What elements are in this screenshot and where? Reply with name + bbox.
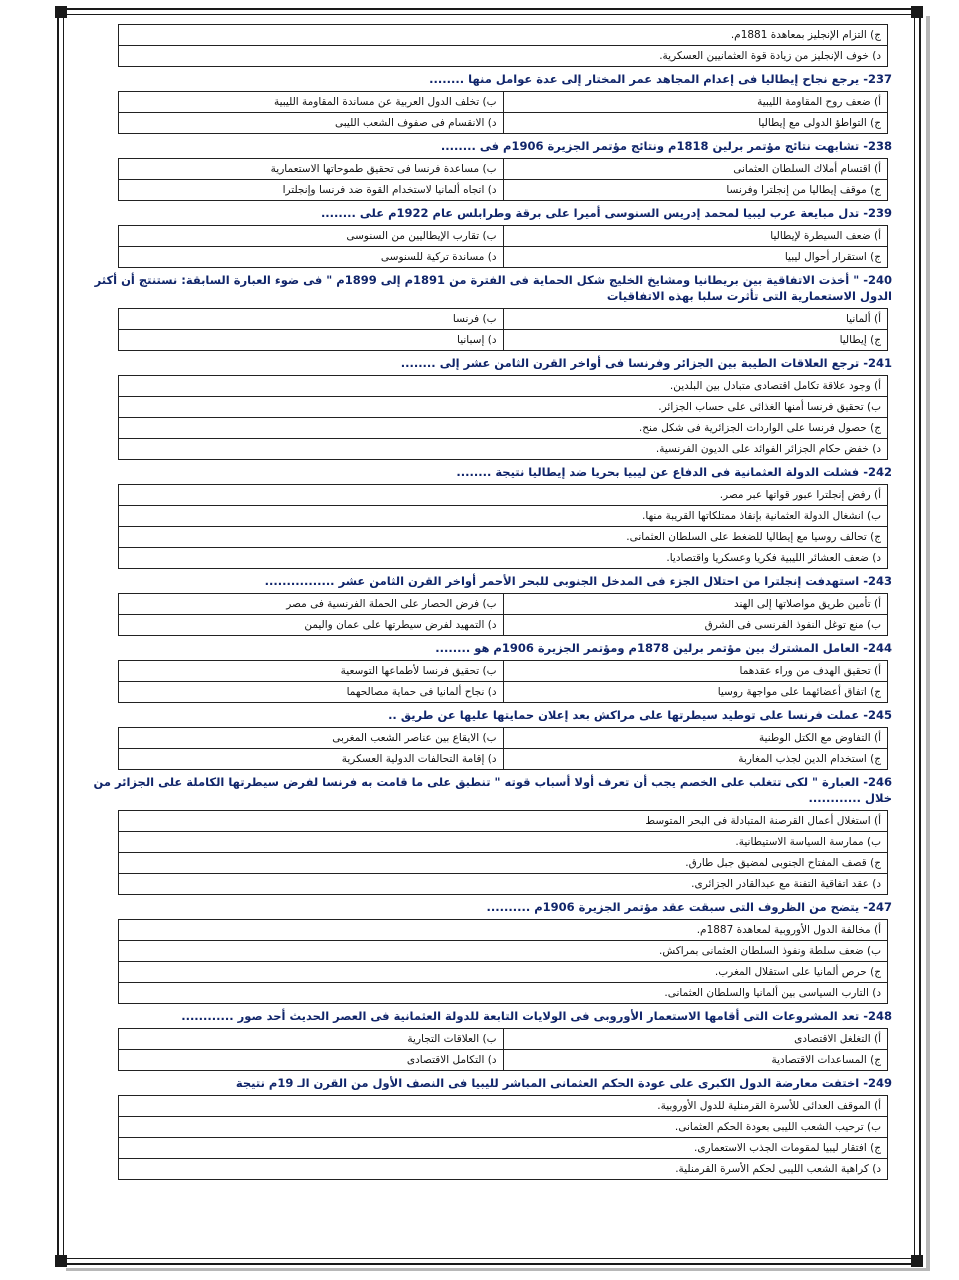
answer-blank: ........ bbox=[400, 356, 436, 370]
option-cell: د) اتجاه ألمانيا لاستخدام القوة ضد فرنسا وإنجلترا bbox=[119, 180, 504, 201]
option-row bbox=[119, 506, 888, 527]
option-cell: ج) التواطؤ الدولى مع إيطاليا bbox=[503, 113, 888, 134]
options-table bbox=[118, 375, 888, 460]
option-cell: ج) إيطاليا bbox=[503, 330, 888, 351]
question-stem: 238- تشابهت نتائج مؤتمر برلين 1818م ونتائج مؤتمر الجزيرة 1906م فى bbox=[479, 139, 892, 153]
option-row bbox=[119, 113, 888, 134]
option-cell: أ) وجود علاقة تكامل اقتصادى متبادل بين البلدين. bbox=[119, 376, 888, 397]
question-block bbox=[72, 1075, 898, 1180]
option-cell: د) إقامة التحالفات الدولية العسكرية bbox=[119, 749, 504, 770]
option-row bbox=[119, 615, 888, 636]
option-cell: ب) انشغال الدولة العثمانية بإنقاذ ممتلكاتها القريبة منها. bbox=[119, 506, 888, 527]
option-cell: أ) اقتسام أملاك السلطان العثمانى bbox=[503, 159, 888, 180]
options-table bbox=[118, 919, 888, 1004]
question-stem: 243- استهدفت إنجلترا من احتلال الجزء فى المدخل الجنوبى للبحر الأحمر أواخر القرن الثامن عشر bbox=[338, 574, 892, 588]
option-cell: ج) التزام الإنجليز بمعاهدة 1881م. bbox=[119, 25, 888, 46]
options-table bbox=[118, 810, 888, 895]
question-stem: 240- " أخذت الاتفاقية بين بريطانيا ومشايخ الخليج شكل الحماية فى الفترة من 1891م إلى 1899م " فى ضوء العبارة السابقة: نستنتج أن أكثر الدول الاستعمارية التى تأثرت سلبا بهذه الاتفاقيات bbox=[94, 273, 892, 303]
option-cell: أ) ضعف روح المقاومة الليبية bbox=[503, 92, 888, 113]
question-block bbox=[72, 355, 898, 460]
continuation-options-table bbox=[118, 24, 888, 67]
option-cell: ج) اتفاق أعضائهما على مواجهة روسيا bbox=[503, 682, 888, 703]
option-row bbox=[119, 548, 888, 569]
option-cell: د) التكامل الاقتصادى bbox=[119, 1050, 504, 1071]
question-block bbox=[72, 272, 898, 351]
option-row bbox=[119, 594, 888, 615]
option-row bbox=[119, 1029, 888, 1050]
options-table bbox=[118, 158, 888, 201]
options-table bbox=[118, 225, 888, 268]
answer-blank: ........ bbox=[435, 641, 471, 655]
answer-blank: ............ bbox=[808, 791, 861, 805]
option-cell: د) عقد اتفاقية التفنة مع عبدالقادر الجزائرى. bbox=[119, 874, 888, 895]
question-text bbox=[74, 1008, 892, 1024]
option-cell: ب) ضعف سلطة ونفوذ السلطان العثمانى بمراكش. bbox=[119, 941, 888, 962]
option-row bbox=[119, 418, 888, 439]
question-stem: 245- عملت فرنسا على توطيد سيطرتها على مراكش بعد إعلان حمايتها عليها عن طريق bbox=[400, 708, 892, 722]
option-row bbox=[119, 920, 888, 941]
option-cell: أ) رفض إنجلترا عبور قواتها عبر مصر. bbox=[119, 485, 888, 506]
option-row bbox=[119, 983, 888, 1004]
answer-blank: ........ bbox=[440, 139, 476, 153]
option-cell: ب) ترحيب الشعب الليبى بعودة الحكم العثمانى. bbox=[119, 1117, 888, 1138]
option-cell: د) التمهيد لفرض سيطرتها على عمان واليمن bbox=[119, 615, 504, 636]
option-row bbox=[119, 749, 888, 770]
question-text bbox=[74, 355, 892, 371]
option-row bbox=[119, 309, 888, 330]
question-stem: 239- تدل مبايعة عرب ليبيا لمحمد إدريس السنوسى أميرا على برقة وطرابلس عام 1922م على bbox=[359, 206, 892, 220]
question-text bbox=[74, 272, 892, 304]
question-block bbox=[72, 573, 898, 636]
option-cell: د) خوف الإنجليز من زيادة قوة العثمانيين العسكرية. bbox=[119, 46, 888, 67]
option-cell: ج) استخدام الدين لجذب المغاربة bbox=[503, 749, 888, 770]
option-cell: د) التارب السياسى بين ألمانيا والسلطان العثمانى. bbox=[119, 983, 888, 1004]
exam-content bbox=[72, 24, 898, 1180]
option-row bbox=[119, 330, 888, 351]
question-list bbox=[72, 71, 898, 1180]
question-text bbox=[74, 640, 892, 656]
question-block bbox=[72, 899, 898, 1004]
question-block bbox=[72, 205, 898, 268]
option-cell: ب) تحقيق فرنسا أمنها الغذائى على حساب الجزائر. bbox=[119, 397, 888, 418]
option-cell: د) مساندة تركية للسنوسى bbox=[119, 247, 504, 268]
option-row bbox=[119, 159, 888, 180]
option-row bbox=[119, 728, 888, 749]
question-block bbox=[72, 774, 898, 895]
question-text bbox=[74, 464, 892, 480]
question-text bbox=[74, 71, 892, 87]
option-row bbox=[119, 682, 888, 703]
option-cell: ج) تحالف روسيا مع إيطاليا للضغط على السلطان العثمانى. bbox=[119, 527, 888, 548]
option-cell: أ) تأمين طريق مواصلاتها إلى الهند bbox=[503, 594, 888, 615]
answer-blank: .. bbox=[388, 708, 397, 722]
options-table bbox=[118, 660, 888, 703]
option-row bbox=[119, 25, 888, 46]
option-cell: ب) منع توغل النفوذ الفرنسى فى الشرق bbox=[503, 615, 888, 636]
answer-blank: .......... bbox=[486, 900, 531, 914]
question-text bbox=[74, 899, 892, 915]
option-row bbox=[119, 1050, 888, 1071]
question-text bbox=[74, 707, 892, 723]
option-cell: د) خفض حكام الجزائر الفوائد على الديون الفرنسية. bbox=[119, 439, 888, 460]
question-text bbox=[74, 138, 892, 154]
options-table bbox=[118, 484, 888, 569]
question-text bbox=[74, 205, 892, 221]
frame-shadow-bottom bbox=[66, 1268, 930, 1271]
option-row bbox=[119, 962, 888, 983]
option-cell: ب) العلاقات التجارية bbox=[119, 1029, 504, 1050]
option-cell: ب) تقارب الإيطاليين من السنوسى bbox=[119, 226, 504, 247]
option-cell: أ) الموقف العدائى للأسرة القرمنلية للدول الأوروبية. bbox=[119, 1096, 888, 1117]
option-row bbox=[119, 46, 888, 67]
options-table bbox=[118, 308, 888, 351]
option-cell: ج) موقف إيطاليا من إنجلترا وفرنسا bbox=[503, 180, 888, 201]
border-corner-top-right bbox=[911, 6, 923, 18]
border-corner-bottom-left bbox=[55, 1255, 67, 1267]
option-cell: ب) فرنسا bbox=[119, 309, 504, 330]
question-stem: 246- العبارة " لكى تتغلب على الخصم يجب أن تعرف أولا أسباب قوته " تنطبق على ما قامت به فرنسا لفرض سيطرتها الكاملة على الجزائر من خلال bbox=[93, 775, 892, 805]
question-text bbox=[74, 774, 892, 806]
option-row bbox=[119, 832, 888, 853]
question-block bbox=[72, 71, 898, 134]
question-block bbox=[72, 464, 898, 569]
option-row bbox=[119, 811, 888, 832]
option-cell: أ) ألمانيا bbox=[503, 309, 888, 330]
option-row bbox=[119, 247, 888, 268]
option-cell: د) الانقسام فى صفوف الشعب الليبى bbox=[119, 113, 504, 134]
option-row bbox=[119, 1138, 888, 1159]
option-row bbox=[119, 180, 888, 201]
option-cell: أ) التفاوض مع الكتل الوطنية bbox=[503, 728, 888, 749]
question-stem: 249- اختفت معارضة الدول الكبرى على عودة الحكم العثمانى المباشر لليبيا فى النصف الأول من القرن الـ 19م نتيجة bbox=[235, 1076, 892, 1090]
option-cell: د) إسبانيا bbox=[119, 330, 504, 351]
options-table bbox=[118, 91, 888, 134]
option-cell: أ) تحقيق الهدف من وراء عقدهما bbox=[503, 661, 888, 682]
options-table bbox=[118, 1028, 888, 1071]
question-text bbox=[74, 1075, 892, 1091]
option-cell: ج) افتقار ليبيا لمقومات الجذب الاستعمارى. bbox=[119, 1138, 888, 1159]
option-cell: ج) استقرار أحوال ليبيا bbox=[503, 247, 888, 268]
answer-blank: ........ bbox=[320, 206, 356, 220]
option-row bbox=[119, 527, 888, 548]
question-stem: 237- يرجع نجاح إيطاليا فى إعدام المجاهد عمر المختار إلى عدة عوامل منها bbox=[468, 72, 892, 86]
answer-blank: ................ bbox=[264, 574, 335, 588]
option-cell: أ) التغلغل الاقتصادى bbox=[503, 1029, 888, 1050]
option-cell: د) نجاح ألمانيا فى حماية مصالحهما bbox=[119, 682, 504, 703]
options-table bbox=[118, 1095, 888, 1180]
option-row bbox=[119, 874, 888, 895]
option-cell: ب) فرض الحصار على الحملة الفرنسية فى مصر bbox=[119, 594, 504, 615]
option-row bbox=[119, 941, 888, 962]
option-row bbox=[119, 485, 888, 506]
frame-shadow-right bbox=[926, 16, 930, 1270]
option-cell: أ) مخالفة الدول الأوروبية لمعاهدة 1887م. bbox=[119, 920, 888, 941]
answer-blank: ........ bbox=[456, 465, 492, 479]
option-row bbox=[119, 397, 888, 418]
option-cell: ب) تخلف الدول العربية عن مساندة المقاومة الليبية bbox=[119, 92, 504, 113]
question-block bbox=[72, 1008, 898, 1071]
question-block bbox=[72, 640, 898, 703]
border-corner-top-left bbox=[55, 6, 67, 18]
options-table bbox=[118, 727, 888, 770]
question-block bbox=[72, 707, 898, 770]
option-cell: ج) حصول فرنسا على الواردات الجزائرية فى شكل منح. bbox=[119, 418, 888, 439]
option-cell: ج) المساعدات الاقتصادية bbox=[503, 1050, 888, 1071]
option-row bbox=[119, 661, 888, 682]
option-cell: د) ضعف العشائر الليبية فكريا وعسكريا واقتصاديا. bbox=[119, 548, 888, 569]
option-cell: ج) حرص ألمانيا على استقلال المغرب. bbox=[119, 962, 888, 983]
option-row bbox=[119, 853, 888, 874]
question-stem: 244- العامل المشترك بين مؤتمر برلين 1878م ومؤتمر الجزيرة 1906م هو bbox=[474, 641, 892, 655]
option-cell: أ) استغلال أعمال القرصنة المتبادلة فى البحر المتوسط bbox=[119, 811, 888, 832]
border-corner-bottom-right bbox=[911, 1255, 923, 1267]
question-stem: 241- ترجع العلاقات الطيبة بين الجزائر وفرنسا فى أواخر القرن الثامن عشر إلى bbox=[439, 356, 892, 370]
option-row bbox=[119, 226, 888, 247]
option-row bbox=[119, 1117, 888, 1138]
option-row bbox=[119, 1159, 888, 1180]
option-cell: ب) مساعدة فرنسا فى تحقيق طموحاتها الاستعمارية bbox=[119, 159, 504, 180]
option-row bbox=[119, 376, 888, 397]
question-text bbox=[74, 573, 892, 589]
option-row bbox=[119, 439, 888, 460]
option-cell: ج) قصف المفتاح الجنوبى لمضيق جبل طارق. bbox=[119, 853, 888, 874]
question-stem: 247- يتضح من الظروف التى سبقت عقد مؤتمر الجزيرة 1906م bbox=[534, 900, 892, 914]
option-cell: أ) ضعف السيطرة لإيطاليا bbox=[503, 226, 888, 247]
question-block bbox=[72, 138, 898, 201]
option-cell: ب) ممارسة السياسة الاستيطانية. bbox=[119, 832, 888, 853]
options-table bbox=[118, 593, 888, 636]
question-stem: 242- فشلت الدولة العثمانية فى الدفاع عن ليبيا بحريا ضد إيطاليا نتيجة bbox=[495, 465, 892, 479]
option-cell: د) كراهية الشعب الليبى لحكم الأسرة القرمنلية. bbox=[119, 1159, 888, 1180]
option-row bbox=[119, 1096, 888, 1117]
answer-blank: ............ bbox=[181, 1009, 234, 1023]
option-row bbox=[119, 92, 888, 113]
option-cell: ب) تحقيق فرنسا لأطماعها التوسعية bbox=[119, 661, 504, 682]
question-stem: 248- تعد المشروعات التى أقامها الاستعمار الأوروبى فى الولايات التابعة للدولة العثمانية فى العصر الحديث أحد صور bbox=[237, 1009, 892, 1023]
option-cell: ب) الايقاع بين عناصر الشعب المغربى bbox=[119, 728, 504, 749]
answer-blank: ........ bbox=[429, 72, 465, 86]
